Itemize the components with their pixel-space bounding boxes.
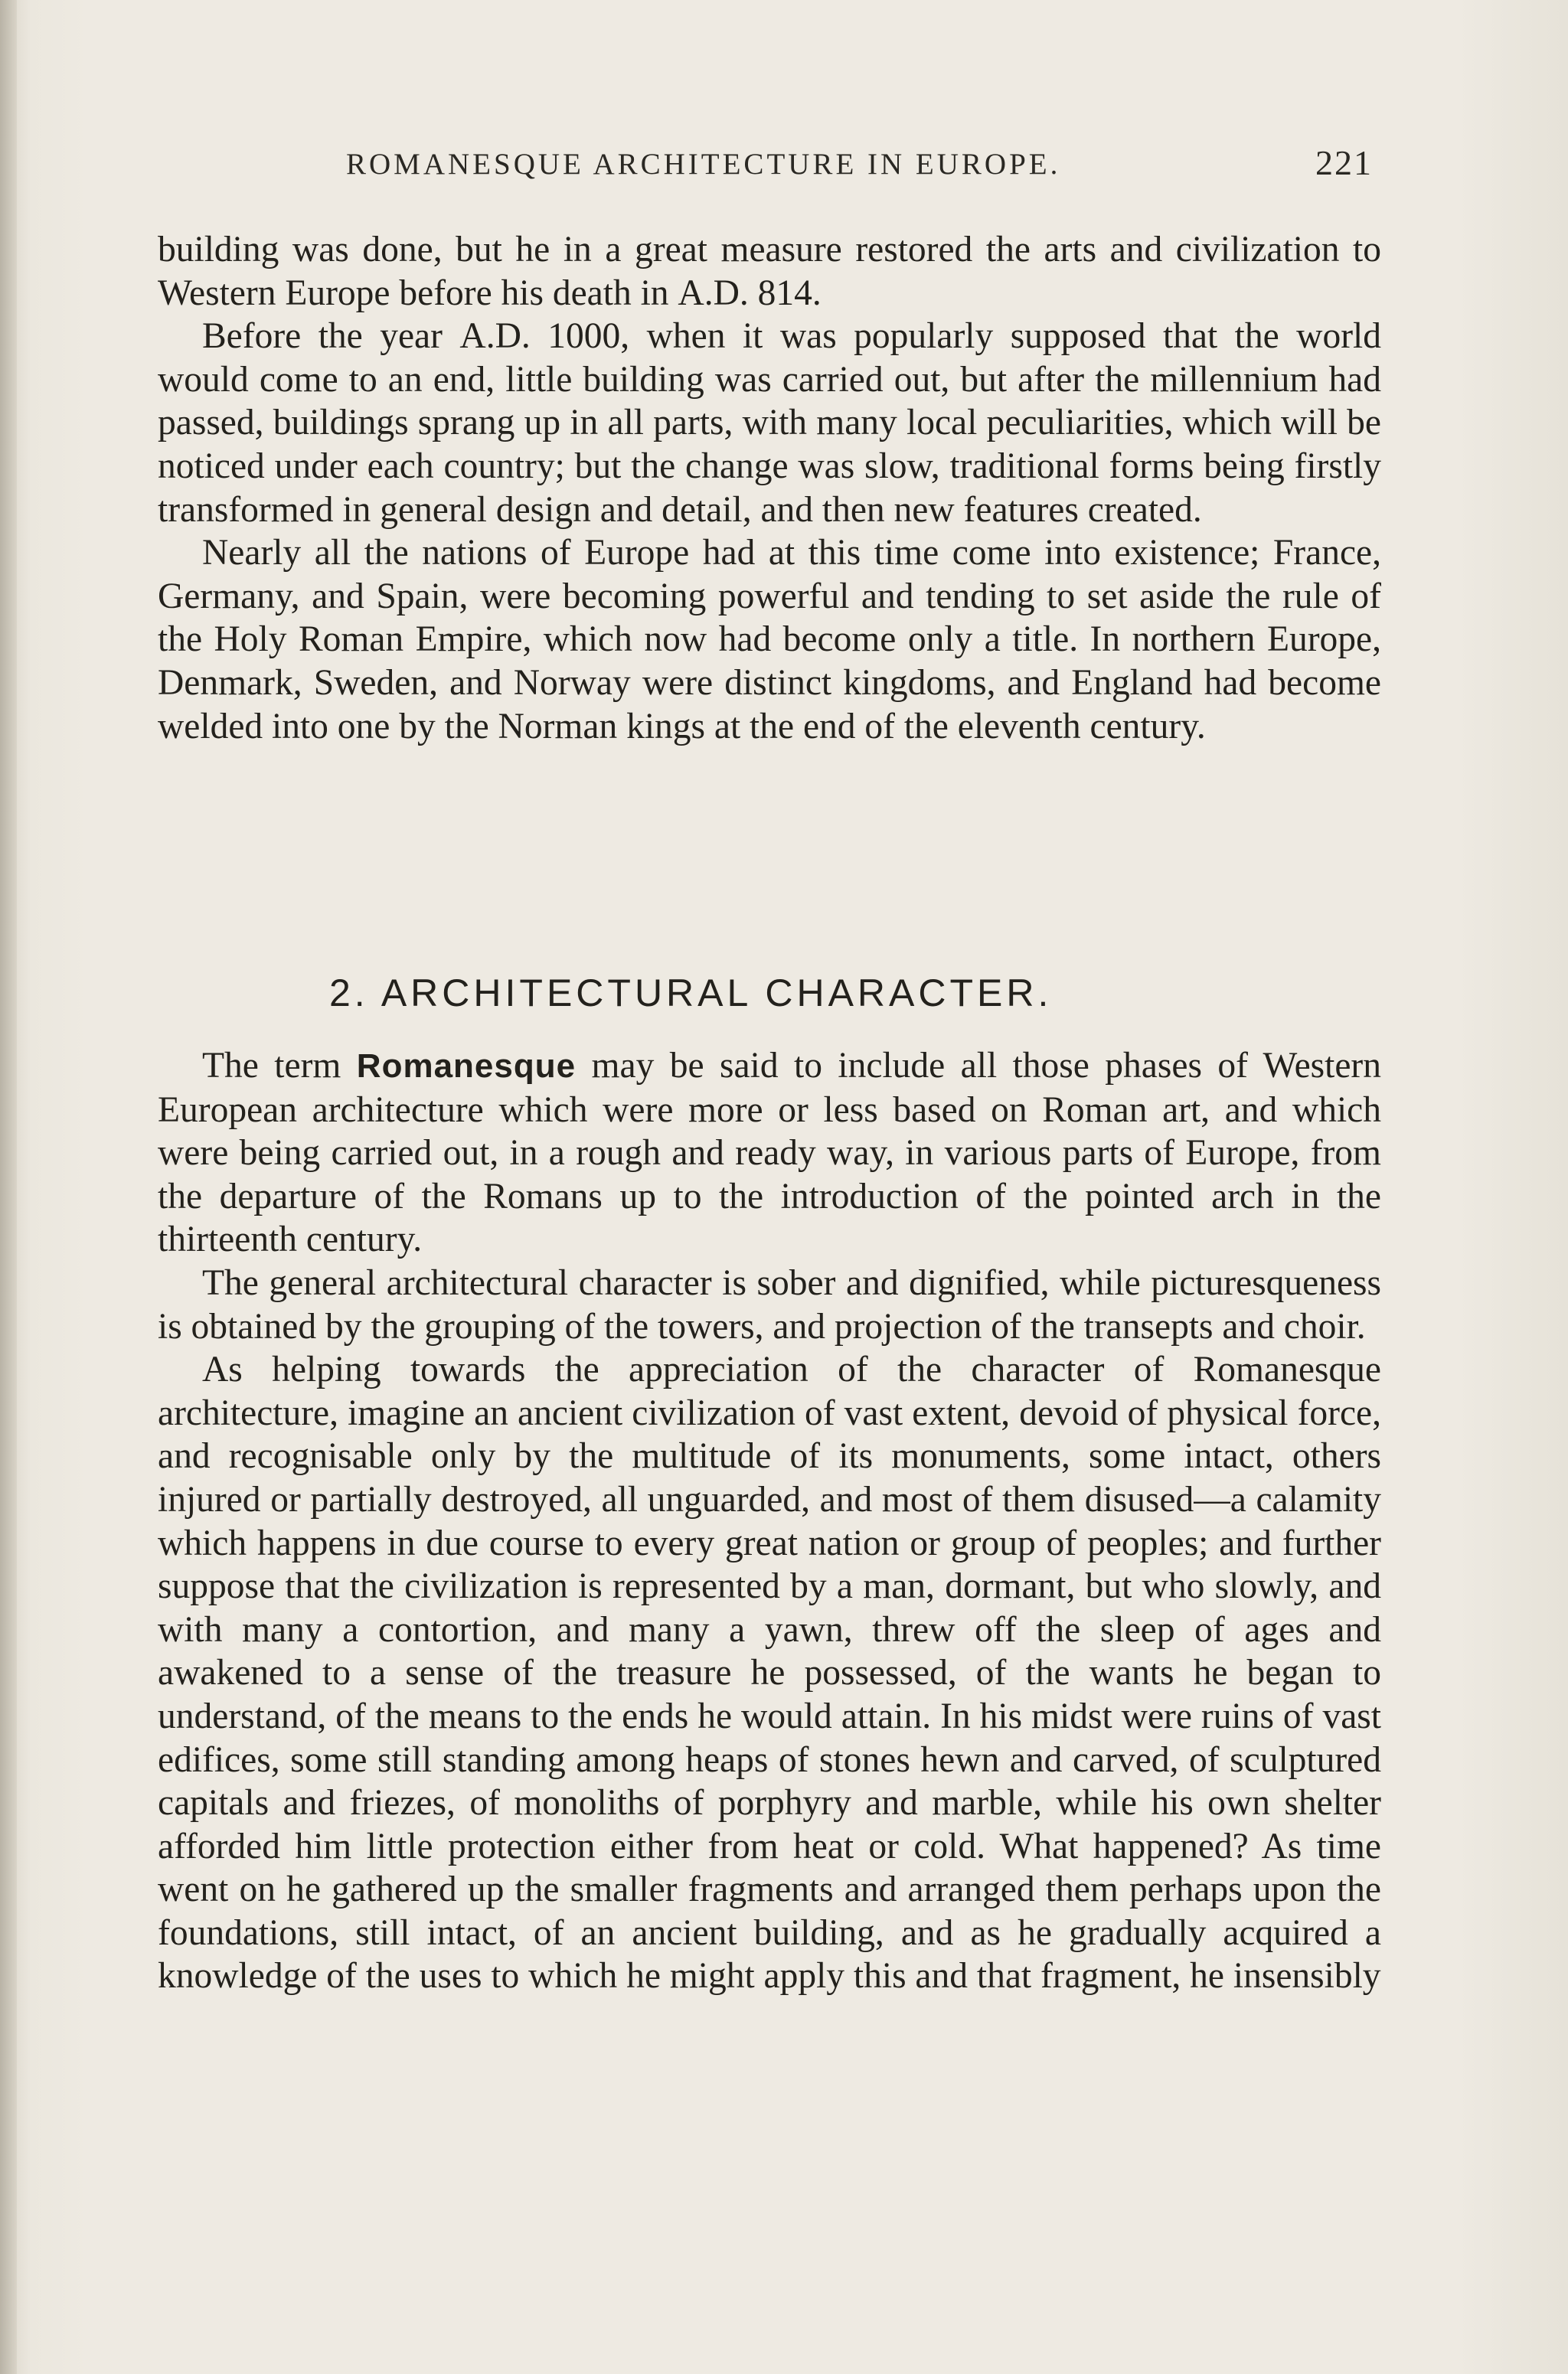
paragraph-general-character: The general architectural character is sober and dignified, while picturesqueness is obtained by the grouping of the towers, and projection of the transepts and choir. — [158, 1262, 1381, 1347]
paragraph-civilization-analogy: As helping towards the appreciation of the character of Romanesque architecture, imagine an ancient civilization of vast extent, devoid of physical force, and recognisable only by the multitude of its monuments, some intact, others injured or partially destroyed, all unguarded, and most of them disused—a calamity which happens in due course to every great nation or group of peoples; and further suppose that the civilization is represented by a man, dormant, but who slowly, and with many a contortion, and many a yawn, threw off the sleep of ages and awakened to a sense of the treasure he possessed, of the wants he began to understand, of the means to the ends he would attain. In his midst were ruins of vast edifices, some still standing among heaps of stones hewn and carved, of sculptured capitals and friezes, of monoliths of porphyry and marble, while his own shelter afforded him little protection either from heat or cold. What happened? As time went on he gathered up the smaller fragments and arranged them perhaps upon the foundations, still intact, of an ancient building, and as he gradually acquired a knowledge of the uses to which he might apply this and that fragment, he insensibly — [158, 1350, 1381, 1997]
page-number: 221 — [1315, 143, 1373, 182]
paragraph-nations: Nearly all the nations of Europe had at this time come into existence; France, Germany, and Spain, were becoming powerful and tending to set aside the rule of the Holy Roman Empire, which now had become only a title. In northern Europe, Denmark, Sweden, and Norway were distinct kingdoms, and England had become welded into one by the Norman kings at the end of the eleventh century. — [158, 533, 1381, 746]
intro-text-block — [158, 228, 1381, 748]
running-header: ROMANESQUE ARCHITECTURE IN EUROPE. — [346, 148, 1061, 181]
section-heading: 2. ARCHITECTURAL CHARACTER. — [329, 971, 1053, 1014]
date-abbreviation: A.D. — [678, 273, 749, 313]
paragraph-romanesque-definition: The term Romanesque may be said to include all those phases of Western European architecture which were more or less based on Roman art, and which were being carried out, in a rough and ready way, in various parts of Europe, from the departure of the Romans up to the introduction of the pointed arch in the thirteenth century. — [158, 1046, 1381, 1260]
date-abbreviation: A.D. — [459, 316, 531, 357]
paragraph-millennium: Before the year A.D. 1000, when it was popularly supposed that the world would come to an end, little building was carried out, but after the millennium had passed, buildings sprang up in all parts, with many local peculiarities, which will be noticed under each country; but the change was slow, traditional forms being firstly transformed in general design and detail, and then new features created. — [158, 316, 1381, 530]
paragraph-continued: building was done, but he in a great measure restored the arts and civilization to Western Europe before his death in A.D. 814. — [158, 230, 1381, 313]
bold-term: Romanesque — [356, 1047, 577, 1085]
page-gutter-shadow — [0, 0, 17, 2374]
section-text-block — [158, 1044, 1381, 1998]
